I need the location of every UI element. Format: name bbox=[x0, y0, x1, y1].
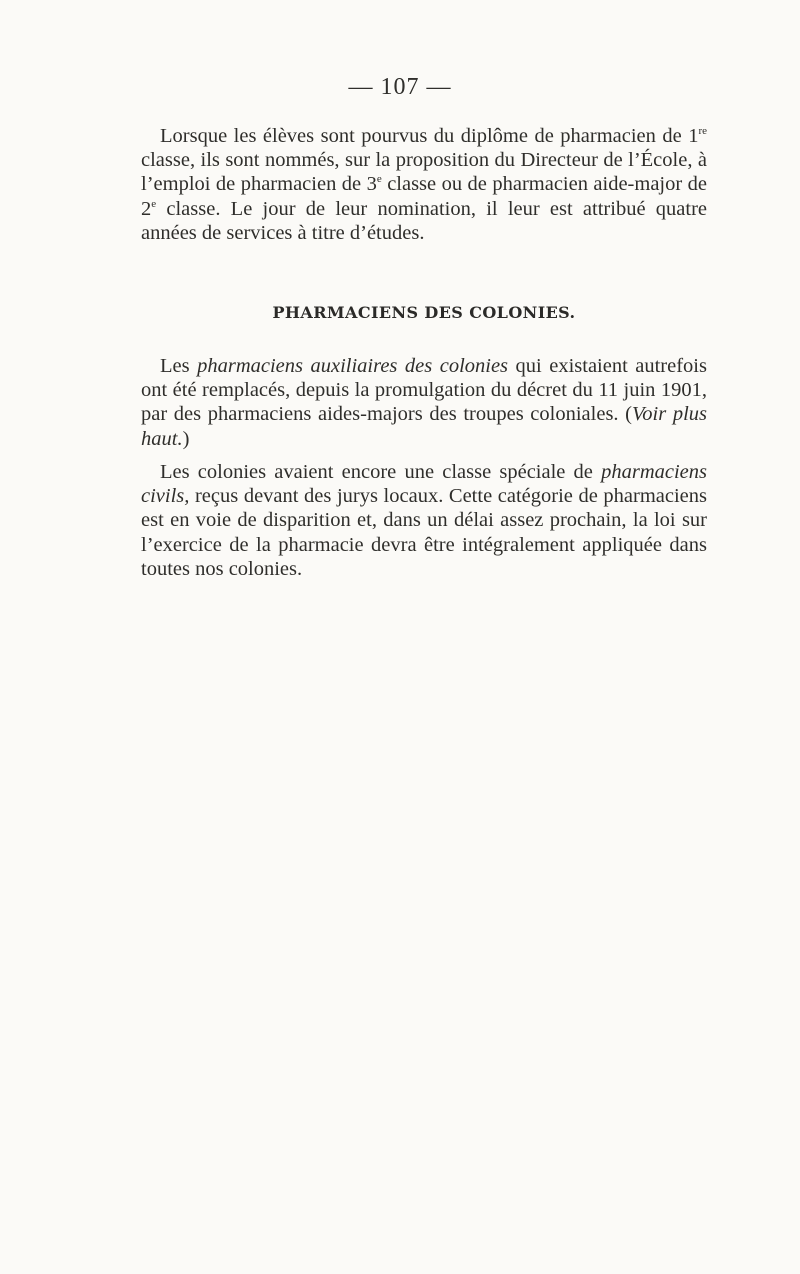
paragraph-diploma-promotion bbox=[141, 124, 707, 245]
paragraph-text: Lorsque les élèves sont pourvus du diplôme de pharmacien de 1 bbox=[160, 125, 699, 147]
paragraph-text: reçus devant des jurys locaux. Cette catégorie de pharmaciens est en voie de disparition et, dans un délai assez prochain, la loi sur l’exercice de la pharmacie devra être intégralement appliquée dans toutes nos colonies. bbox=[141, 485, 707, 580]
paragraph-text: Les bbox=[160, 355, 198, 377]
page-number: — 107 — bbox=[348, 74, 452, 100]
paragraph-text: Les colonies avaient encore une classe spéciale de bbox=[160, 461, 602, 483]
italic-cross-reference: Voir plus haut. bbox=[141, 403, 707, 450]
paragraph-text: classe. Le jour de leur nomination, il leur est attribué quatre années de services à titre d’études. bbox=[141, 197, 707, 244]
italic-term: pharmaciens auxiliaires des colonies bbox=[197, 355, 509, 377]
ordinal-superscript: e bbox=[151, 197, 157, 210]
italic-term: pharmaciens civils, bbox=[141, 461, 707, 508]
paragraph-text: qui existaient autrefois ont été remplacés, depuis la promulgation du décret du 11 juin 1901, par des pharmaciens aides-majors des troupes coloniales. ( bbox=[141, 355, 707, 426]
paragraph-text: classe, ils sont nommés, sur la proposition du Directeur de l’École, à l’emploi de pharmacien de 3 bbox=[141, 149, 707, 196]
ordinal-superscript: re bbox=[698, 125, 707, 138]
paragraph-text: ) bbox=[182, 427, 190, 450]
paragraph-text: classe ou de pharmacien aide-major de 2 bbox=[141, 173, 707, 220]
paragraph-civil-pharmacists bbox=[141, 460, 707, 581]
section-heading: PHARMACIENS DES COLONIES. bbox=[272, 303, 576, 322]
ordinal-superscript: e bbox=[376, 173, 382, 186]
paragraph-auxiliary-pharmacists bbox=[141, 354, 707, 451]
